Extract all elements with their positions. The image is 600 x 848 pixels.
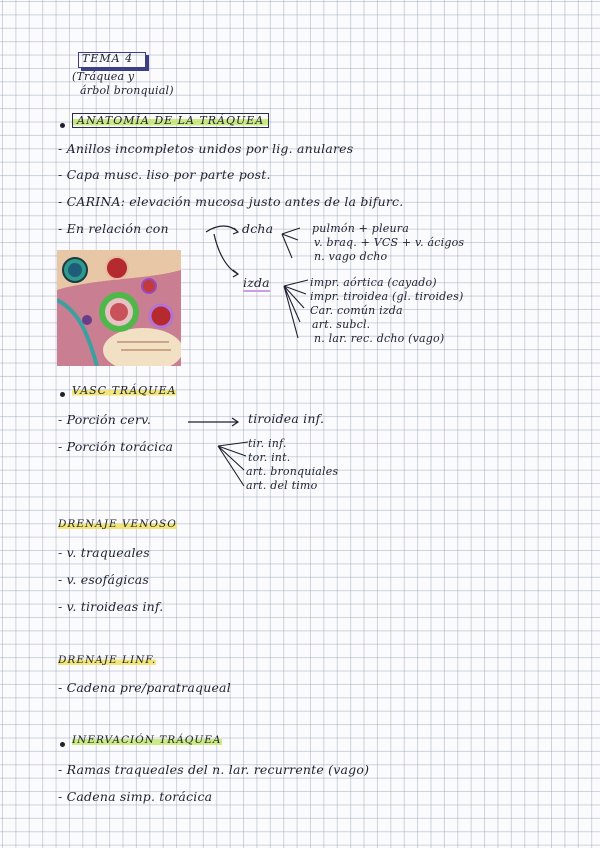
tor-item-4: art. del timo xyxy=(246,479,318,492)
section-heading-drenaje-linf: DRENAJE LINF. xyxy=(58,654,157,666)
tema-title: TEMA 4 xyxy=(82,52,134,65)
dcha-item-1: pulmón + pleura xyxy=(312,222,409,235)
section-heading-anatomia: ANATOMÍA DE LA TRÁQUEA xyxy=(72,113,269,128)
section-bullet xyxy=(60,392,65,397)
inervacion-item-2: - Cadena simp. torácica xyxy=(58,789,213,804)
vasc-item-tor: - Porción torácica xyxy=(58,439,174,454)
arrow-icon xyxy=(186,414,246,428)
dcha-item-2: v. braq. + VCS + v. ácigos xyxy=(314,236,465,249)
izda-item-3: Car. común izda xyxy=(310,304,403,317)
tor-item-1: tir. inf. xyxy=(248,437,287,450)
tor-item-3: art. bronquiales xyxy=(246,465,339,478)
dcha-label: dcha xyxy=(242,221,274,236)
venoso-item-3: - v. tiroideas inf. xyxy=(58,599,164,614)
section-bullet xyxy=(60,742,65,747)
vasc-cerv-target: tiroidea inf. xyxy=(248,411,325,426)
izda-item-2: impr. tiroidea (gl. tiroides) xyxy=(310,290,464,303)
section-heading-vasc: VASC TRÁQUEA xyxy=(72,384,177,397)
subtitle-line-2: árbol bronquial) xyxy=(80,84,174,97)
vasc-item-cerv: - Porción cerv. xyxy=(58,412,152,427)
dcha-item-3: n. vago dcho xyxy=(314,250,388,263)
section-heading-inervacion: INERVACIÓN TRÁQUEA xyxy=(72,734,222,746)
izda-item-5: n. lar. rec. dcho (vago) xyxy=(314,332,445,345)
subtitle-line-1: (Tráquea y xyxy=(72,70,135,83)
venoso-item-2: - v. esofágicas xyxy=(58,572,150,587)
izda-item-1: impr. aórtica (cayado) xyxy=(310,276,437,289)
anatomia-item-2: - Capa musc. liso por parte post. xyxy=(58,167,271,182)
inervacion-item-1: - Ramas traqueales del n. lar. recurrente (vago) xyxy=(58,762,370,777)
venoso-item-1: - v. traqueales xyxy=(58,545,150,560)
section-bullet xyxy=(60,123,65,128)
izda-item-4: art. subcl. xyxy=(312,318,371,331)
anatomia-item-3: - CARINA: elevación mucosa justo antes de la bifurc. xyxy=(58,194,404,209)
trachea-cross-section-illustration xyxy=(57,250,181,366)
linf-item-1: - Cadena pre/paratraqueal xyxy=(58,680,231,695)
tor-item-2: tor. int. xyxy=(248,451,291,464)
anatomia-item-1: - Anillos incompletos unidos por lig. anulares xyxy=(58,141,354,156)
izda-label: izda xyxy=(243,275,270,290)
anatomia-item-4: - En relación con xyxy=(58,221,169,236)
section-heading-drenaje-venoso: DRENAJE VENOSO xyxy=(58,518,177,530)
